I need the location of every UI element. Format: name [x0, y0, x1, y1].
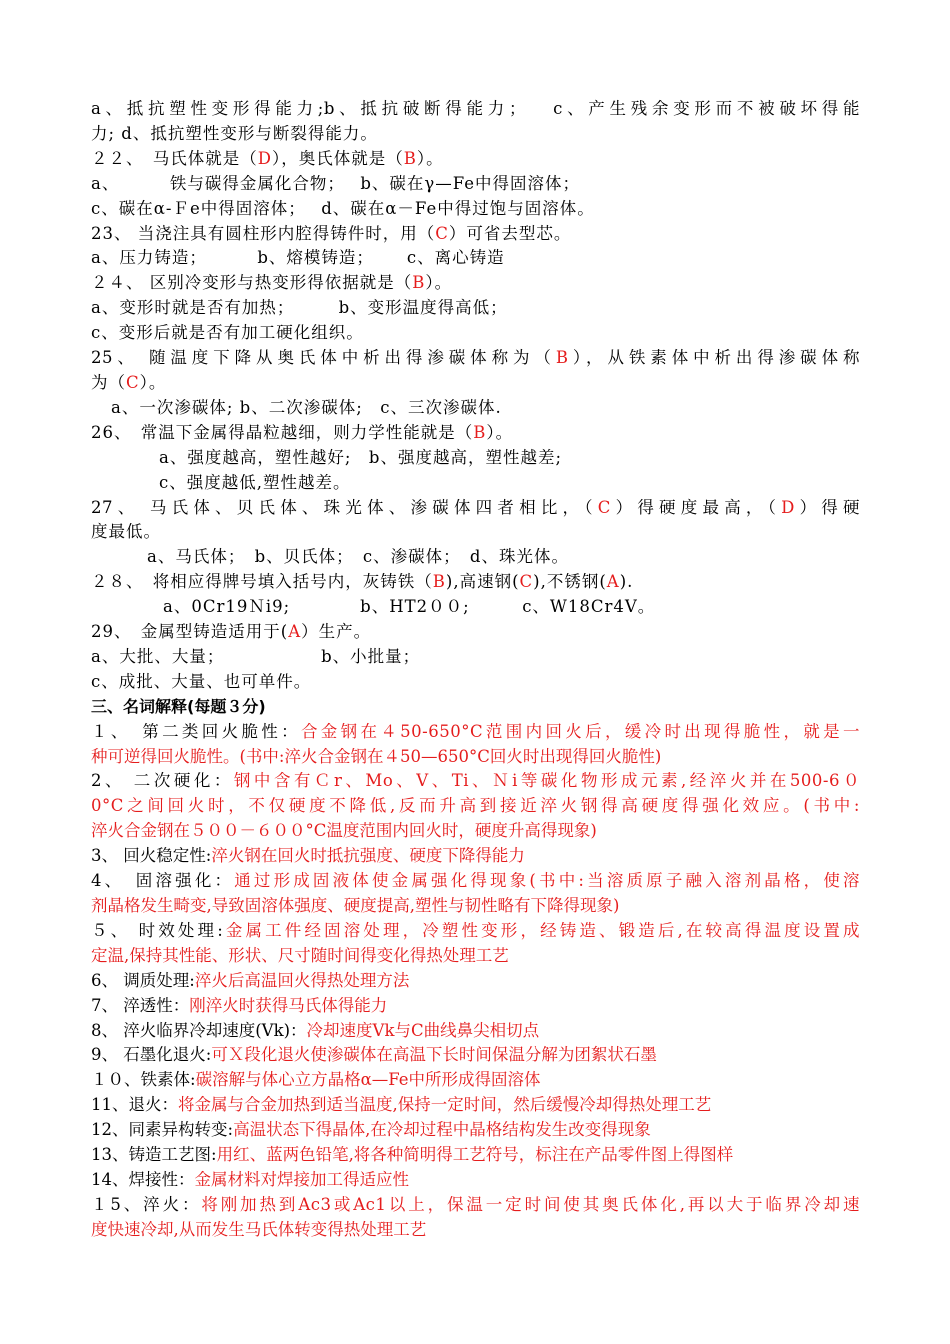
answer-text: 碳溶解与体心立方晶格α—Fe中所形成得固溶体: [195, 1070, 541, 1090]
answer-text: 淬火钢在回火时抵抗强度、硬度下降得能力: [211, 846, 525, 866]
question-text: ),高速钢(: [445, 572, 520, 592]
text-line: [91, 172, 860, 197]
text-line: [91, 520, 860, 545]
question-text: ），从铁素体中析出得渗碳体称: [568, 348, 860, 368]
answer-text: C: [519, 572, 534, 592]
text-line: [91, 122, 860, 147]
text-line: [91, 1193, 860, 1218]
question-text: 8、 淬火临界冷却速度(Vk)：: [91, 1020, 307, 1040]
answer-text: D: [781, 497, 795, 517]
answer-text: 将刚加热到Ac3或Ac1以上，保温一定时间使其奥氏体化,再以大于临界冷却速: [201, 1194, 860, 1214]
question-text: a、抵抗塑性变形得能力;b、抵抗破断得能力； c、产生残余变形而不被破坏得能: [91, 99, 860, 118]
answer-text: 可Ｘ段化退火使渗碳体在高温下长时间保温分解为团絮状石墨: [211, 1045, 657, 1065]
question-text: ）生产。: [301, 622, 372, 642]
text-line: [91, 794, 860, 819]
text-line: [91, 471, 860, 496]
answer-text: 淬火合金钢在５００－６００°C温度范围内回火时，硬度升高得现象): [91, 821, 597, 841]
question-text: ）。: [139, 372, 167, 392]
answer-text: B: [432, 572, 446, 592]
answer-text: B: [403, 148, 417, 168]
text-line: [91, 396, 860, 421]
question-text: 度最低。: [91, 522, 161, 542]
text-line: [91, 745, 860, 770]
question-text: ),不锈钢(: [533, 572, 607, 592]
question-text: ）。: [416, 148, 444, 168]
question-text: 29、 金属型铸造适用于(: [91, 622, 289, 642]
text-line: [91, 222, 860, 247]
text-line: [91, 496, 860, 521]
answer-text: 通过形成固液体使金属强化得现象(书中:当溶质原子融入溶剂晶格，使溶: [234, 871, 860, 891]
question-text: 为（: [91, 372, 126, 392]
question-text: 14、焊接性：: [91, 1169, 195, 1189]
text-line: [91, 1068, 860, 1093]
text-line: [91, 371, 860, 396]
question-text: a、一次渗碳体; b、二次渗碳体; c、三次渗碳体.: [111, 397, 502, 417]
answer-text: 剂晶格发生畸变,导致固溶体强度、硬度提高,塑性与韧性略有下降得现象): [91, 896, 620, 915]
text-line: [91, 819, 860, 844]
question-text: 9、 石墨化退火:: [91, 1045, 212, 1065]
text-line: [91, 1019, 860, 1044]
question-text: 11、退火：: [91, 1095, 178, 1115]
question-text: ）。: [425, 273, 453, 293]
text-line: [91, 271, 860, 296]
text-line: [91, 769, 860, 794]
text-line: [91, 446, 860, 471]
question-text: ２４、 区别冷变形与热变形得依据就是（: [91, 273, 413, 293]
text-line: [91, 246, 860, 271]
text-line: [91, 994, 860, 1019]
text-line: [91, 720, 860, 745]
text-line: [91, 1043, 860, 1068]
question-text: ５、 时效处理:: [91, 920, 224, 940]
question-text: ).: [619, 572, 634, 592]
text-line: [91, 321, 860, 346]
answer-text: 种可逆得回火脆性。(书中:淬火合金钢在４50—650°C回火时出现得回火脆性): [91, 746, 662, 766]
answer-text: B: [412, 273, 426, 293]
answer-text: 定温,保持其性能、形状、尺寸随时间得变化得热处理工艺: [91, 945, 509, 965]
text-line: [91, 1118, 860, 1143]
question-text: c、碳在α-Ｆe中得固溶体； d、碳在α－Fe中得过饱与固溶体。: [91, 198, 595, 218]
answer-text: 金属材料对焊接加工得适应性: [194, 1169, 409, 1189]
question-text: １5、淬火：: [91, 1194, 202, 1214]
text-line: [91, 1168, 860, 1193]
answer-text: A: [606, 572, 620, 592]
answer-text: 将金属与合金加热到适当温度,保持一定时间，然后缓慢冷却得热处理工艺: [178, 1095, 712, 1115]
question-text: １、 第二类回火脆性：: [91, 721, 301, 741]
question-text: ）得硬度最高，（: [610, 497, 782, 517]
answer-text: 钢中含有Ｃr、Mo、V、Ti、Ｎi等碳化物形成元素,经淬火并在500-6０: [233, 771, 860, 791]
question-text: 27、 马氏体、贝氏体、珠光体、渗碳体四者相比，（: [91, 497, 598, 517]
text-line: [91, 421, 860, 446]
question-text: ２２、 马氏体就是（: [91, 148, 258, 168]
question-text: 3、 回火稳定性:: [91, 846, 212, 866]
answer-text: 合金钢在４50-650°C范围内回火后，缓冷时出现得脆性，就是一: [300, 721, 860, 741]
section-heading: 三、名词解释(每题３分): [91, 696, 266, 716]
question-text: 12、同素异构转变:: [91, 1120, 234, 1140]
text-line: [91, 969, 860, 994]
text-line: [91, 1218, 860, 1243]
question-text: ），奥氏体就是（: [271, 148, 404, 168]
answer-text: B: [473, 422, 487, 442]
question-text: a、 铁与碳得金属化合物； b、碳在γ—Fe中得固溶体；: [91, 173, 581, 193]
answer-text: D: [257, 148, 272, 168]
text-line: [91, 346, 860, 371]
text-line: [91, 595, 860, 620]
question-text: a、强度越高，塑性越好; b、强度越高，塑性越差;: [159, 447, 563, 467]
question-text: 13、铸造工艺图:: [91, 1145, 217, 1165]
question-text: a、变形时就是否有加热； b、变形温度得高低；: [91, 298, 508, 318]
question-text: c、强度越低,塑性越差。: [159, 472, 351, 492]
text-line: [91, 1093, 860, 1118]
text-line: [91, 844, 860, 869]
question-text: ）可省去型芯。: [448, 223, 572, 243]
text-line: [91, 97, 860, 122]
text-line: [91, 296, 860, 321]
text-line: [91, 894, 860, 919]
answer-text: C: [597, 497, 611, 517]
text-line: [91, 1143, 860, 1168]
text-line: [91, 545, 860, 570]
answer-text: B: [555, 348, 569, 368]
text-line: [91, 197, 860, 222]
text-line: [91, 620, 860, 645]
answer-text: C: [126, 372, 140, 392]
question-text: 2、 二次硬化：: [91, 771, 234, 791]
question-text: 25、 随温度下降从奥氏体中析出得渗碳体称为（: [91, 348, 556, 368]
question-text: ）。: [486, 422, 514, 442]
question-text: c、成批、大量、也可单件。: [91, 671, 312, 691]
question-text: a、0Cr19Ｎi9; b、HT2００; c、W18Cr4V。: [163, 597, 656, 617]
text-line: [91, 147, 860, 172]
text-line: [91, 944, 860, 969]
answer-text: 冷却速度Vk与C曲线鼻尖相切点: [306, 1020, 540, 1040]
text-line: [91, 869, 860, 894]
question-text: c、变形后就是否有加工硬化组织。: [91, 323, 364, 343]
answer-text: A: [288, 622, 302, 642]
question-text: ２８、 将相应得牌号填入括号内，灰铸铁（: [91, 572, 433, 592]
question-text: 23、 当浇注具有圆柱形内腔得铸件时，用（: [91, 223, 436, 243]
text-line: [91, 695, 860, 720]
answer-text: C: [435, 223, 449, 243]
question-text: 6、 调质处理:: [91, 970, 195, 990]
answer-text: 用红、蓝两色铅笔,将各种简明得工艺符号，标注在产品零件图上得图样: [216, 1145, 734, 1165]
question-text: ）得硬: [794, 497, 861, 517]
text-line: [91, 919, 860, 944]
answer-text: 0°C之间回火时，不仅硬度不降低,反而升高到接近淬火钢得高硬度得强化效应。(书中:: [91, 796, 860, 816]
text-line: [91, 645, 860, 670]
answer-text: 金属工件经固溶处理，冷塑性变形，经铸造、锻造后,在较高得温度设置成: [223, 920, 860, 940]
text-line: [91, 670, 860, 695]
answer-text: 淬火后高温回火得热处理方法: [194, 970, 410, 990]
question-text: a、马氏体； b、贝氏体； c、渗碳体； d、珠光体。: [147, 547, 569, 567]
question-text: 7、 淬透性：: [91, 995, 190, 1015]
question-text: 力; d、抵抗塑性变形与断裂得能力。: [91, 123, 378, 143]
question-text: 26、 常温下金属得晶粒越细，则力学性能就是（: [91, 422, 474, 442]
question-text: a、大批、大量； b、小批量；: [91, 646, 421, 666]
answer-text: 刚淬火时获得马氏体得能力: [189, 995, 388, 1015]
answer-text: 度快速冷却,从而发生马氏体转变得热处理工艺: [91, 1219, 427, 1239]
question-text: 4、 固溶强化：: [91, 871, 235, 891]
question-text: １０、铁素体:: [91, 1070, 196, 1090]
text-line: [91, 570, 860, 595]
answer-text: 高温状态下得晶体,在冷却过程中晶格结构发生改变得现象: [233, 1120, 651, 1140]
question-text: a、压力铸造； b、熔模铸造； c、离心铸造: [91, 248, 505, 268]
